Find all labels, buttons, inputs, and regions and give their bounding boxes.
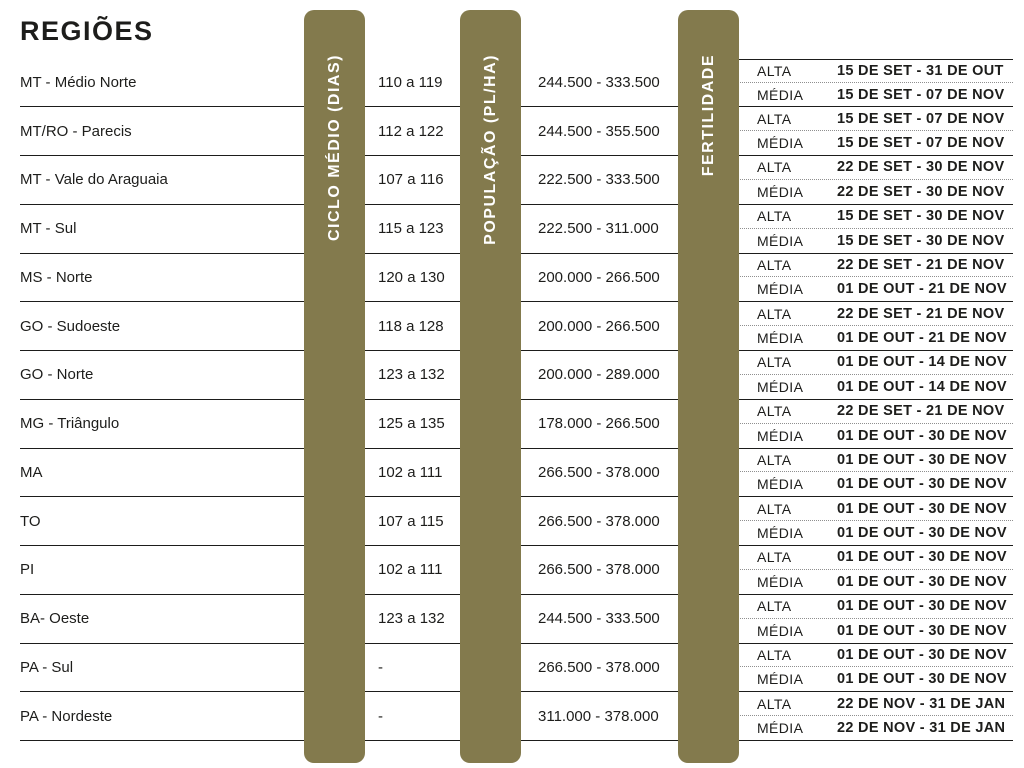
fertility-level-label: MÉDIA: [757, 476, 804, 493]
planting-window-alta: 22 DE NOV - 31 DE JAN: [837, 695, 1006, 712]
population-column-bar: [460, 10, 521, 763]
population-range-value: 244.500 - 333.500: [460, 59, 679, 108]
fertility-level-label: ALTA: [757, 598, 792, 615]
region-name: PI: [20, 546, 366, 595]
region-name: MT/RO - Parecis: [20, 107, 366, 156]
region-name: MT - Vale do Araguaia: [20, 156, 366, 205]
region-name: BA- Oeste: [20, 595, 366, 644]
population-range-value: 178.000 - 266.500: [460, 400, 679, 449]
population-range-value: 200.000 - 289.000: [460, 351, 679, 400]
cycle-days-value: 115 a 123: [366, 205, 460, 254]
cycle-column-bar: [304, 10, 365, 763]
fertility-level-label: ALTA: [757, 159, 792, 176]
planting-window-alta: 01 DE OUT - 30 DE NOV: [837, 598, 1007, 615]
planting-window-alta: 15 DE SET - 31 DE OUT: [837, 62, 1004, 79]
cycle-days-value: 118 a 128: [366, 302, 460, 351]
cycle-days-value: -: [366, 692, 460, 741]
fertility-level-label: MÉDIA: [757, 378, 804, 395]
population-range-value: 222.500 - 311.000: [460, 205, 679, 254]
planting-window-alta: 01 DE OUT - 30 DE NOV: [837, 646, 1007, 663]
planting-window-alta: 01 DE OUT - 30 DE NOV: [837, 451, 1007, 468]
fertility-level-label: ALTA: [757, 208, 792, 225]
fertility-level-label: MÉDIA: [757, 720, 804, 737]
fertility-level-label: MÉDIA: [757, 330, 804, 347]
page-title: REGIÕES: [20, 16, 154, 46]
planting-window-media: 01 DE OUT - 30 DE NOV: [837, 476, 1007, 493]
population-range-value: 222.500 - 333.500: [460, 156, 679, 205]
fertility-level-label: ALTA: [757, 646, 792, 663]
population-range-value: 244.500 - 355.500: [460, 107, 679, 156]
fertility-level-label: MÉDIA: [757, 671, 804, 688]
cycle-days-value: 102 a 111: [366, 449, 460, 498]
population-range-value: 266.500 - 378.000: [460, 449, 679, 498]
population-range-value: 266.500 - 378.000: [460, 546, 679, 595]
region-name: PA - Nordeste: [20, 692, 366, 741]
planting-window-alta: 22 DE SET - 21 DE NOV: [837, 256, 1005, 273]
planting-window-alta: 15 DE SET - 30 DE NOV: [837, 208, 1005, 225]
region-name: MS - Norte: [20, 254, 366, 303]
cycle-days-value: 123 a 132: [366, 351, 460, 400]
cycle-days-value: 102 a 111: [366, 546, 460, 595]
planting-window-alta: 22 DE SET - 30 DE NOV: [837, 159, 1005, 176]
planting-window-alta: 01 DE OUT - 14 DE NOV: [837, 354, 1007, 371]
fertility-level-label: MÉDIA: [757, 86, 804, 103]
fertility-level-label: MÉDIA: [757, 525, 804, 542]
population-column-header: POPULAÇÃO (PL/HA): [481, 54, 499, 245]
planting-window-alta: 01 DE OUT - 30 DE NOV: [837, 549, 1007, 566]
population-range-value: 266.500 - 378.000: [460, 497, 679, 546]
fertility-level-label: MÉDIA: [757, 573, 804, 590]
fertility-column-header: FERTILIDADE: [699, 54, 717, 177]
region-name: TO: [20, 497, 366, 546]
cycle-days-value: 120 a 130: [366, 254, 460, 303]
cycle-days-value: 123 a 132: [366, 595, 460, 644]
region-name: MG - Triângulo: [20, 400, 366, 449]
cycle-days-value: 107 a 115: [366, 497, 460, 546]
fertility-level-label: ALTA: [757, 549, 792, 566]
planting-window-media: 15 DE SET - 30 DE NOV: [837, 232, 1005, 249]
fertility-level-label: ALTA: [757, 354, 792, 371]
planting-window-media: 01 DE OUT - 30 DE NOV: [837, 622, 1007, 639]
population-range-value: 200.000 - 266.500: [460, 302, 679, 351]
planting-window-media: 15 DE SET - 07 DE NOV: [837, 135, 1005, 152]
population-range-value: 266.500 - 378.000: [460, 644, 679, 693]
planting-window-media: 01 DE OUT - 21 DE NOV: [837, 330, 1007, 347]
planting-window-alta: 22 DE SET - 21 DE NOV: [837, 305, 1005, 322]
fertility-level-label: MÉDIA: [757, 427, 804, 444]
planting-window-alta: 15 DE SET - 07 DE NOV: [837, 110, 1005, 127]
fertility-level-label: MÉDIA: [757, 622, 804, 639]
planting-window-media: 01 DE OUT - 21 DE NOV: [837, 281, 1007, 298]
fertility-level-label: ALTA: [757, 256, 792, 273]
region-name: PA - Sul: [20, 644, 366, 693]
population-range-value: 311.000 - 378.000: [460, 692, 679, 741]
fertility-level-label: ALTA: [757, 110, 792, 127]
planting-window-alta: 01 DE OUT - 30 DE NOV: [837, 500, 1007, 517]
fertility-level-label: ALTA: [757, 451, 792, 468]
region-name: MT - Sul: [20, 205, 366, 254]
cycle-column-header: CICLO MÉDIO (DIAS): [325, 54, 343, 241]
planting-window-media: 01 DE OUT - 14 DE NOV: [837, 378, 1007, 395]
planting-window-media: 01 DE OUT - 30 DE NOV: [837, 427, 1007, 444]
cycle-days-value: 107 a 116: [366, 156, 460, 205]
fertility-level-label: MÉDIA: [757, 183, 804, 200]
planting-window-media: 22 DE NOV - 31 DE JAN: [837, 720, 1006, 737]
planting-window-media: 15 DE SET - 07 DE NOV: [837, 86, 1005, 103]
population-range-value: 244.500 - 333.500: [460, 595, 679, 644]
fertility-column-bar: [678, 10, 739, 763]
cycle-days-value: -: [366, 644, 460, 693]
region-name: MA: [20, 449, 366, 498]
fertility-level-label: ALTA: [757, 305, 792, 322]
cycle-days-value: 110 a 119: [366, 59, 460, 108]
fertility-level-label: MÉDIA: [757, 135, 804, 152]
fertility-level-label: ALTA: [757, 62, 792, 79]
cycle-days-value: 112 a 122: [366, 107, 460, 156]
planting-window-media: 01 DE OUT - 30 DE NOV: [837, 573, 1007, 590]
planting-window-media: 22 DE SET - 30 DE NOV: [837, 183, 1005, 200]
fertility-level-label: ALTA: [757, 403, 792, 420]
planting-window-alta: 22 DE SET - 21 DE NOV: [837, 403, 1005, 420]
fertility-level-label: MÉDIA: [757, 281, 804, 298]
population-range-value: 200.000 - 266.500: [460, 254, 679, 303]
region-name: GO - Norte: [20, 351, 366, 400]
planting-window-media: 01 DE OUT - 30 DE NOV: [837, 525, 1007, 542]
region-name: GO - Sudoeste: [20, 302, 366, 351]
fertility-level-label: MÉDIA: [757, 232, 804, 249]
region-name: MT - Médio Norte: [20, 59, 366, 108]
planting-window-media: 01 DE OUT - 30 DE NOV: [837, 671, 1007, 688]
fertility-level-label: ALTA: [757, 695, 792, 712]
fertility-level-label: ALTA: [757, 500, 792, 517]
cycle-days-value: 125 a 135: [366, 400, 460, 449]
